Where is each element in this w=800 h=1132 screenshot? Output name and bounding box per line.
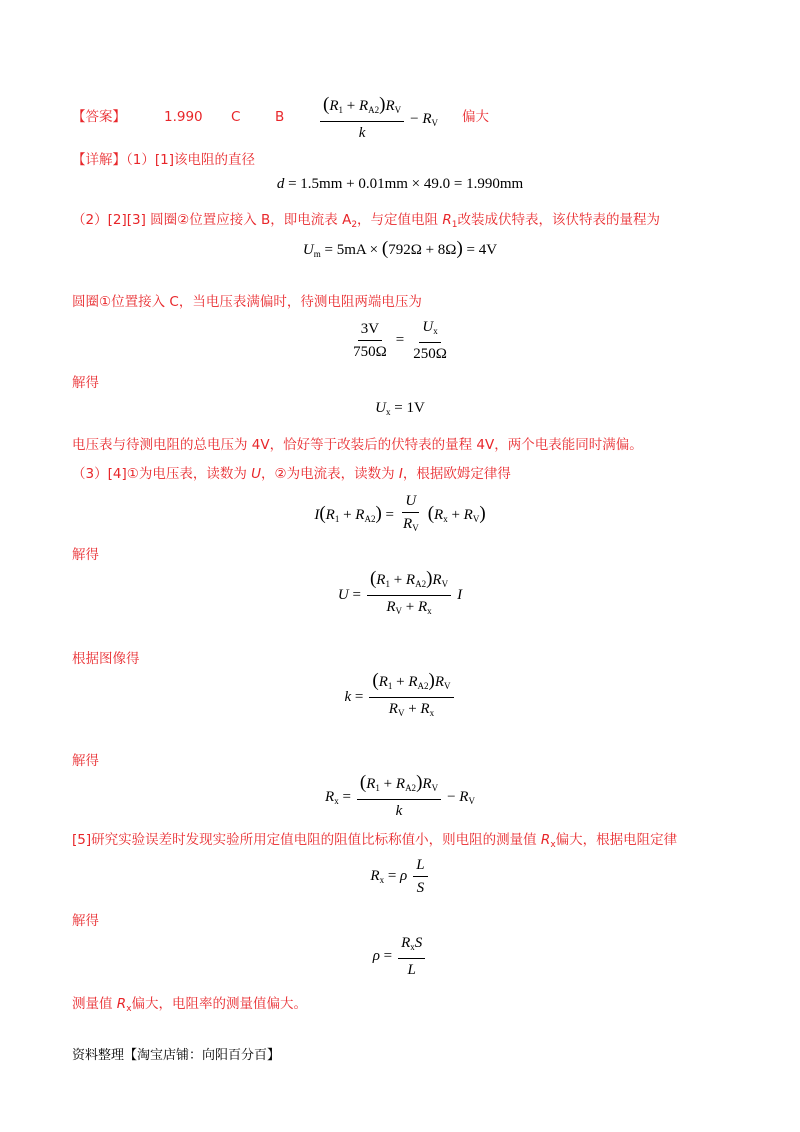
answer-3: B [275, 109, 285, 125]
eq-rho-law: $R_x = \rho$ $\frac{L}{S}$ [0, 856, 800, 897]
detail-p4: 电压表与待测电阻的总电压为 4V，恰好等于改装后的伏特表的量程 4V，两个电表能同时满偏。 [72, 437, 643, 453]
detail-part2b: 圆圈①位置接入 C，当电压表满偏时，待测电阻两端电压为 [72, 294, 422, 310]
solve-3: 解得 [72, 753, 99, 769]
solve-1: 解得 [72, 375, 99, 391]
eq-diameter: d = 1.5mm + 0.01mm × 49.0 = 1.990mm [276, 176, 524, 192]
footer-source: 资料整理【淘宝店铺：向阳百分百】 [72, 1048, 281, 1063]
solve-2: 解得 [72, 547, 99, 563]
detail-label: 【详解】（1）[1]该电阻的直径 [72, 152, 255, 168]
eq-u: U = $\frac{(R_1 + R_{A2})R_V}{R_V + R_x}$ I [337, 568, 463, 616]
eq-k: k = $\frac{(R_1 + R_{A2})R_V}{R_V + R_x}$ [0, 672, 800, 722]
solve-4: 解得 [72, 913, 99, 929]
answer-1: 1.990 [164, 109, 203, 125]
eq-ohm: $I(R_1 + R_{A2})$ = $\frac{U}{R_V}$ $(R_x + R_V)$ [314, 493, 486, 533]
answer-5: 偏大 [462, 109, 489, 125]
answer-2: C [231, 109, 241, 125]
detail-p6: 根据图像得 [72, 651, 140, 667]
detail-part2: （2）[2][3] 圆圈②位置应接入 B，即电流表 $A_2$，与定值电阻 $R_1$改装成伏特表，该伏特表的量程为 [72, 212, 660, 230]
detail-part3: （3）[4]①为电压表，读数为 U，②为电流表，读数为 I，根据欧姆定律得 [72, 466, 511, 482]
eq-ratio: $\frac{3V}{750\Omega}$ = $\frac{U_x}{250\Omega}$ [353, 319, 447, 362]
detail-p7: [5]研究实验误差时发现实验所用定值电阻的阻值比标称值小，则电阻的测量值 $R_x$偏大，根据电阻定律 [72, 832, 678, 850]
eq-rho: ρ = $\frac{R_xS}{L}$ [0, 934, 800, 979]
eq-ux: $U_x = 1V$ [375, 400, 425, 417]
detail-p8: 测量值 $R_x$偏大，电阻率的测量值偏大。 [72, 996, 308, 1014]
eq-um: $U_m = 5mA \times (792\Omega + 8\Omega) = 4V$ [302, 238, 498, 259]
eq-rx: $R_x$ = $\frac{(R_1 + R_{A2})R_V}{k}$ − $R_V$ [325, 772, 475, 819]
answer-4-formula: $\frac{(R_1 + R_{A2})R_V}{k}$ − $R_V$ [318, 96, 438, 142]
answer-label: 【答案】 [72, 109, 126, 125]
